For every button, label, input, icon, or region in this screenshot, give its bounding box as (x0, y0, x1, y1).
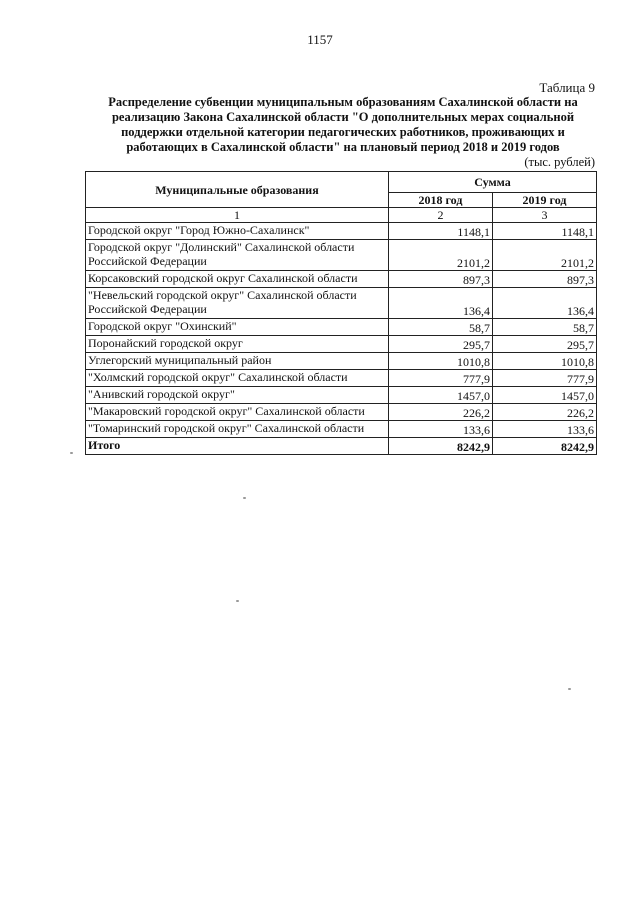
value-2019: 136,4 (492, 288, 596, 319)
value-2019: 133,6 (492, 421, 596, 438)
table-row (86, 223, 597, 240)
title-line: работающих в Сахалинской области" на плановый период 2018 и 2019 годов (126, 140, 560, 154)
municipality-name: "Невельский городской округ" Сахалинской области Российской Федерации (86, 288, 389, 319)
subsidy-table (85, 171, 597, 455)
table-row (86, 240, 597, 271)
header-municipalities: Муниципальные образования (86, 172, 389, 208)
column-index: 1 (86, 208, 389, 223)
title-line: Распределение субвенции муниципальным образованиям Сахалинской области на (108, 95, 578, 109)
municipality-name: Корсаковский городской округ Сахалинской области (86, 271, 389, 288)
table-row (86, 404, 597, 421)
header-sum: Сумма (388, 172, 596, 193)
municipality-name: Городской округ "Охинский" (86, 319, 389, 336)
municipality-name: Поронайский городской округ (86, 336, 389, 353)
value-2018: 1148,1 (388, 223, 492, 240)
scan-speck (236, 600, 239, 602)
value-2018: 1010,8 (388, 353, 492, 370)
units-label: (тыс. рублей) (524, 155, 595, 169)
total-2019: 8242,9 (492, 438, 596, 455)
value-2019: 295,7 (492, 336, 596, 353)
municipality-name: Углегорский муниципальный район (86, 353, 389, 370)
table-row (86, 387, 597, 404)
table-row (86, 370, 597, 387)
value-2019: 2101,2 (492, 240, 596, 271)
column-index-row (86, 208, 597, 223)
column-index: 2 (388, 208, 492, 223)
table-row (86, 353, 597, 370)
value-2019: 897,3 (492, 271, 596, 288)
value-2018: 133,6 (388, 421, 492, 438)
value-2018: 226,2 (388, 404, 492, 421)
title-line: поддержки отдельной категории педагогических работников, проживающих и (121, 125, 565, 139)
value-2018: 1457,0 (388, 387, 492, 404)
value-2018: 897,3 (388, 271, 492, 288)
value-2019: 58,7 (492, 319, 596, 336)
title-line: реализацию Закона Сахалинской области "О дополнительных мерах социальной (111, 110, 575, 124)
table-label: Таблица 9 (539, 80, 595, 95)
table-row (86, 319, 597, 336)
column-index: 3 (492, 208, 596, 223)
municipality-name: "Томаринский городской округ" Сахалинской области (86, 421, 389, 438)
scan-speck (568, 688, 571, 690)
municipality-name: Городской округ "Город Южно-Сахалинск" (86, 223, 389, 240)
municipality-name: "Холмский городской округ" Сахалинской области (86, 370, 389, 387)
municipality-name: Городской округ "Долинский" Сахалинской области Российской Федерации (86, 240, 389, 271)
header-2019: 2019 год (492, 193, 596, 208)
total-2018: 8242,9 (388, 438, 492, 455)
value-2018: 295,7 (388, 336, 492, 353)
value-2018: 777,9 (388, 370, 492, 387)
value-2019: 777,9 (492, 370, 596, 387)
value-2018: 136,4 (388, 288, 492, 319)
municipality-name: "Макаровский городской округ" Сахалинской области (86, 404, 389, 421)
value-2018: 2101,2 (388, 240, 492, 271)
table-row (86, 421, 597, 438)
page-number: 1157 (307, 32, 333, 47)
scan-speck (70, 452, 73, 454)
table-row (86, 271, 597, 288)
value-2019: 1010,8 (492, 353, 596, 370)
value-2019: 1457,0 (492, 387, 596, 404)
value-2018: 58,7 (388, 319, 492, 336)
municipality-name: "Анивский городской округ" (86, 387, 389, 404)
total-label: Итого (86, 438, 389, 455)
table-row (86, 288, 597, 319)
value-2019: 226,2 (492, 404, 596, 421)
table-row (86, 336, 597, 353)
header-2018: 2018 год (388, 193, 492, 208)
document-title (88, 95, 598, 155)
scan-speck (243, 497, 246, 499)
total-row (86, 438, 597, 455)
value-2019: 1148,1 (492, 223, 596, 240)
